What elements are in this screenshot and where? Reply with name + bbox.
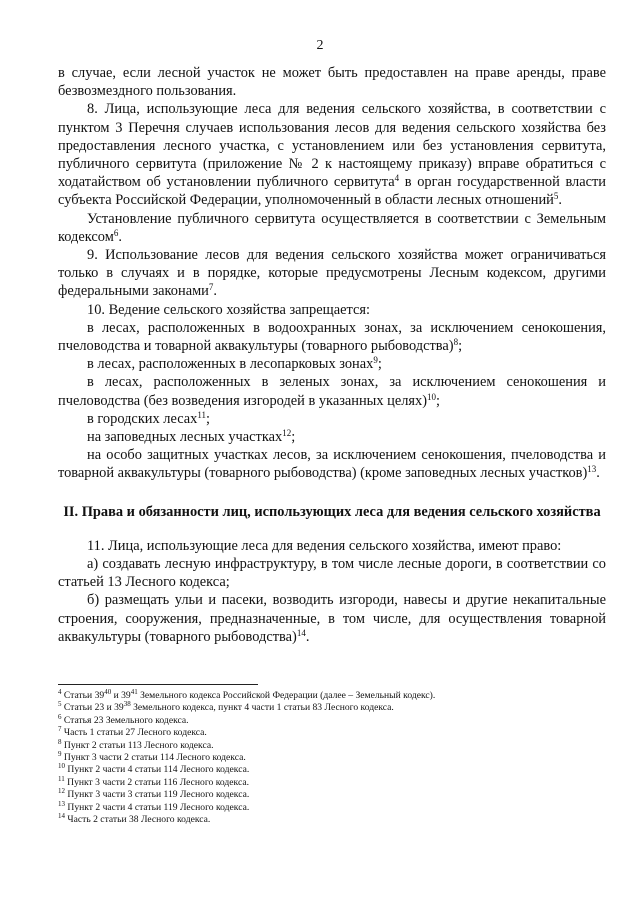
footnote: $^{11}$ Пункт 3 части 2 статьи 116 Лесного кодекса. [58,774,250,788]
footnote-ref: 7 [208,282,214,293]
paragraph-10: 10. Ведение сельского хозяйства запрещается: [87,301,370,318]
list-item: в лесах, расположенных в зеленых зонах, за исключением сенокошения и пчеловодства (без возведения изгородей в указанных целях)$^{10}$; [58,374,606,409]
footnote: $^{14}$ Часть 2 статьи 38 Лесного кодекса. [58,812,211,826]
footnote-ref: 12 [282,428,292,439]
list-item: в лесах, расположенных в водоохранных зонах, за исключением сенокошения, пчеловодства и товарной аквакультуры (товарного рыбоводства)$^8$; [58,319,606,355]
footnote: $^8$ Пункт 2 статьи 113 Лесного кодекса. [58,737,214,751]
footnote: $^{12}$ Пункт 3 части 3 статьи 119 Лесного кодекса. [58,787,250,801]
document-body [58,64,606,646]
paragraph-9: 9. Использование лесов для ведения сельского хозяйства может ограничиваться только в случаях и в порядке, которые предусмотрены Лесным кодексом, другими федеральными законами$^7$. [58,247,606,300]
footnote: $^{13}$ Пункт 2 части 4 статьи 119 Лесного кодекса. [58,799,250,813]
footnote-ref: 4 [394,173,400,184]
footnotes [58,690,606,826]
footnote-ref: 10 [427,391,437,402]
footnote-ref: 8 [453,337,459,348]
footnote-ref: 11 [197,409,207,420]
list-item: на заповедных лесных участках$^{12}$; [87,428,296,446]
paragraph-continuation: в случае, если лесной участок не может быть предоставлен на праве аренды, праве безвозмездного пользования. [58,65,606,100]
paragraph-8: 8. Лица, использующие леса для ведения сельского хозяйства, в соответствии с пунктом 3 Перечня случаев использования лесов для ведения сельского хозяйства без предоставления лесного участка, с установлением или без установления сервитута, публичного сервитута (приложение № 2 к настоящему приказу) вправе обратиться с ходатайством об установлении публичного сервитута$^4$ в орган государственной власти субъекта Российской Федерации, уполномоченный в области лесных отношений$^5$. [58,101,606,209]
footnote: $^6$ Статья 23 Земельного кодекса. [58,712,189,726]
footnote: $^4$ Статьи $39^{40}$ и $39^{41}$ Земельного кодекса Российской Федерации (далее – Земельный кодекс). [58,688,436,701]
footnote: $^5$ Статьи 23 и $39^{38}$ Земельного кодекса, пункт 4 части 1 статьи 83 Лесного кодекса. [58,700,394,714]
list-item: а) создавать лесную инфраструктуру, в том числе лесные дороги, в соответствии со статьей 13 Лесного кодекса; [58,556,606,591]
footnote: $^{10}$ Пункт 2 части 4 статьи 114 Лесного кодекса. [58,762,250,776]
footnote-ref: 13 [587,464,597,475]
list-item: б) размещать ульи и пасеки, возводить изгороди, навесы и другие некапитальные строения, сооружения, предназначенные, в том числе, для осуществления товарной аквакультуры (товарного рыбоводства)$^{14}$. [58,592,606,645]
page-number: 2 [316,38,324,53]
list-item: на особо защитных участках лесов, за исключением сенокошения, пчеловодства и товарной аквакультуры (товарного рыбоводства) (кроме заповедных лесных участков)$^{13}$. [58,447,606,482]
footnote-ref: 6 [113,227,119,238]
list-item: в лесах, расположенных в лесопарковых зонах$^9$; [87,355,382,373]
paragraph-11: 11. Лица, использующие леса для ведения сельского хозяйства, имеют право: [87,537,562,554]
footnote: $^9$ Пункт 3 части 2 статьи 114 Лесного кодекса. [58,750,246,764]
footnote-separator [58,684,258,685]
footnote-ref: 5 [553,191,559,202]
footnote-ref: 9 [373,355,378,366]
section-heading: II. Права и обязанности лиц, использующих леса для ведения сельского хозяйства [63,503,601,520]
footnote-ref: 14 [296,627,306,638]
paragraph-servitude: Установление публичного сервитута осуществляется в соответствии с Земельным кодексом$^6$. [58,210,606,245]
footnote: $^7$ Часть 1 статьи 27 Лесного кодекса. [58,725,207,739]
list-item: в городских лесах$^{11}$; [87,409,211,427]
